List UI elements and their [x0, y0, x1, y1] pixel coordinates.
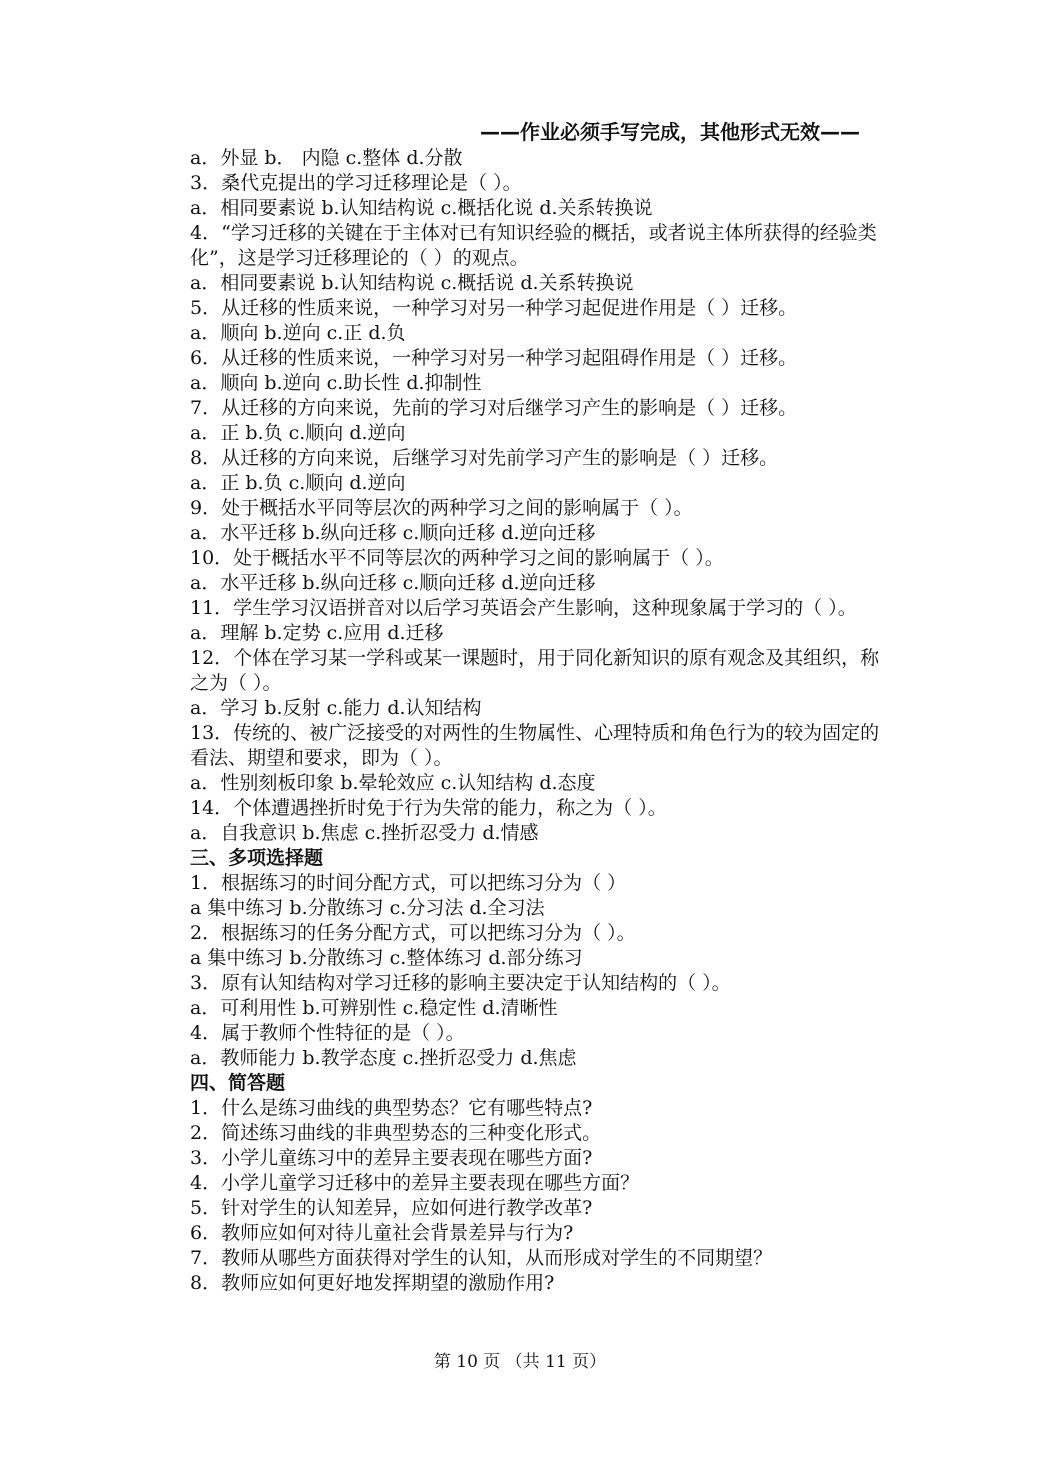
- question-text: 14．个体遭遇挫折时免于行为失常的能力，称之为（ ）。: [190, 797, 667, 819]
- question-text: 1．什么是练习曲线的典型势态？它有哪些特点?: [190, 1097, 593, 1119]
- question-text: 10．处于概括水平不同等层次的两种学习之间的影响属于（ ）。: [190, 547, 724, 569]
- question-text: 7．从迁移的方向来说，先前的学习对后继学习产生的影响是（ ）迁移。: [190, 397, 798, 419]
- answer-options: a 集中练习 b.分散练习 c.整体练习 d.部分练习: [190, 947, 583, 969]
- question-text: 6．从迁移的性质来说，一种学习对另一种学习起阻碍作用是（ ）迁移。: [190, 347, 798, 369]
- answer-options: a．可利用性 b.可辨别性 c.稳定性 d.清晰性: [190, 997, 558, 1019]
- question-text: 8．从迁移的方向来说，后继学习对先前学习产生的影响是（ ）迁移。: [190, 447, 779, 469]
- answer-options: a．水平迁移 b.纵向迁移 c.顺向迁移 d.逆向迁移: [190, 572, 596, 594]
- answer-options: a．正 b.负 c.顺向 d.逆向: [190, 472, 406, 494]
- question-text: 4．属于教师个性特征的是（ ）。: [190, 1022, 465, 1044]
- question-text: 4．“学习迁移的关键在于主体对已有知识经验的概括，或者说主体所获得的经验类化”，这是学习迁移理论的（ ）的观点。: [190, 222, 877, 269]
- question-text: 7．教师从哪些方面获得对学生的认知，从而形成对学生的不同期望？: [190, 1247, 773, 1269]
- question-text: 11．学生学习汉语拼音对以后学习英语会产生影响，这种现象属于学习的（ ）。: [190, 597, 857, 619]
- answer-options: a．性别刻板印象 b.晕轮效应 c.认知结构 d.态度: [190, 772, 596, 794]
- section-heading: 三、多项选择题: [190, 847, 324, 869]
- answer-options: a．自我意识 b.焦虑 c.挫折忍受力 d.情感: [190, 822, 539, 844]
- question-text: 3．小学儿童练习中的差异主要表现在哪些方面?: [190, 1147, 593, 1169]
- section-heading: 四、简答题: [190, 1072, 286, 1094]
- answer-options: a．正 b.负 c.顺向 d.逆向: [190, 422, 406, 444]
- question-text: 6．教师应如何对待儿童社会背景差异与行为?: [190, 1222, 574, 1244]
- answer-options: a．教师能力 b.教学态度 c.挫折忍受力 d.焦虑: [190, 1047, 577, 1069]
- question-text: 3．桑代克提出的学习迁移理论是（ ）。: [190, 172, 522, 194]
- answer-options: a．学习 b.反射 c.能力 d.认知结构: [190, 697, 482, 719]
- question-text: 5．从迁移的性质来说，一种学习对另一种学习起促进作用是（ ）迁移。: [190, 297, 798, 319]
- answer-options: a．顺向 b.逆向 c.助长性 d.抑制性: [190, 372, 482, 394]
- question-text: 1．根据练习的时间分配方式，可以把练习分为（ ）: [190, 872, 627, 894]
- answer-options: a．相同要素说 b.认知结构说 c.概括说 d.关系转换说: [190, 272, 634, 294]
- answer-options: a．水平迁移 b.纵向迁移 c.顺向迁移 d.逆向迁移: [190, 522, 596, 544]
- question-text: 9．处于概括水平同等层次的两种学习之间的影响属于（ ）。: [190, 497, 693, 519]
- question-text: 2．简述练习曲线的非典型势态的三种变化形式。: [190, 1122, 602, 1144]
- question-text: 4．小学儿童学习迁移中的差异主要表现在哪些方面？: [190, 1172, 640, 1194]
- answer-options: a．顺向 b.逆向 c.正 d.负: [190, 322, 406, 344]
- question-text: 12．个体在学习某一学科或某一课题时，用于同化新知识的原有观念及其组织，称之为（ ）。: [190, 647, 880, 694]
- answer-options: a．相同要素说 b.认知结构说 c.概括化说 d.关系转换说: [190, 197, 653, 219]
- page-header-notice: ——作业必须手写完成，其他形式无效——: [480, 120, 860, 144]
- question-text: 13．传统的、被广泛接受的对两性的生物属性、心理特质和角色行为的较为固定的看法、期望和要求，即为（ ）。: [190, 722, 880, 769]
- document-body: [190, 146, 895, 1296]
- answer-options: a．理解 b.定势 c.应用 d.迁移: [190, 622, 444, 644]
- page-footer-number: 第 10 页 （共 11 页）: [433, 1352, 607, 1372]
- answer-options: a 集中练习 b.分散练习 c.分习法 d.全习法: [190, 897, 545, 919]
- question-text: 3．原有认知结构对学习迁移的影响主要决定于认知结构的（ ）。: [190, 972, 731, 994]
- question-text: 5．针对学生的认知差异，应如何进行教学改革?: [190, 1197, 593, 1219]
- question-text: 2．根据练习的任务分配方式，可以把练习分为（ ）。: [190, 922, 636, 944]
- question-text: 8．教师应如何更好地发挥期望的激励作用?: [190, 1272, 555, 1294]
- answer-options: a．外显 b． 内隐 c.整体 d.分散: [190, 147, 463, 169]
